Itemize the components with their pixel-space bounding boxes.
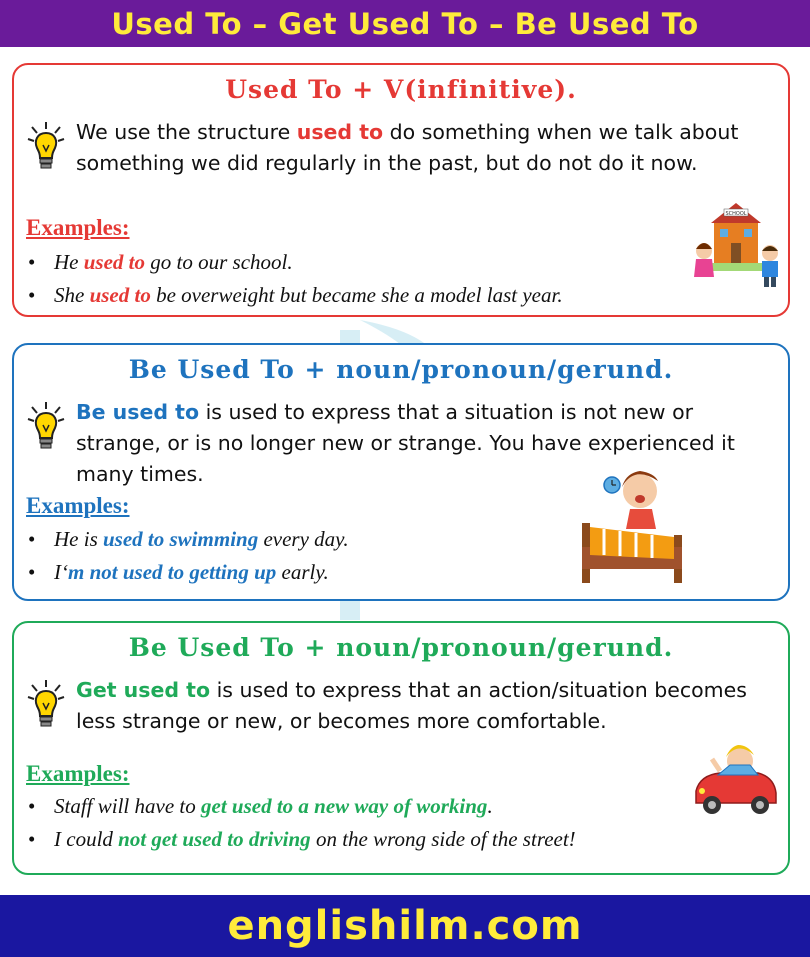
example-item: • He is used to swimming every day. (28, 527, 349, 551)
lightbulb-icon (24, 121, 68, 173)
section-title: Be Used To + noun/pronoun/gerund. (128, 633, 674, 662)
section-description: Be used to is used to express that a situation is not new or strange, or is no longer new or strange. You have experienced it many times. (76, 400, 735, 486)
example-item: • Staff will have to get used to a new way of working. (28, 794, 493, 818)
examples-label: Examples: (26, 493, 130, 518)
top-banner (0, 0, 810, 47)
footer-banner (0, 895, 810, 957)
boy-waking-in-bed-icon (574, 463, 689, 587)
svg-text:SCHOOL: SCHOOL (725, 211, 747, 217)
site-name: englishilm.com (227, 903, 583, 949)
section-title: Used To + V(infinitive). (225, 75, 577, 104)
key-phrase: Be used to (76, 400, 200, 424)
examples-label: Examples: (26, 761, 130, 786)
example-item: • I‘m not used to getting up early. (28, 560, 329, 584)
examples-label: Examples: (26, 215, 130, 240)
example-item: • She used to be overweight but became she a model last year. (28, 283, 563, 307)
key-phrase: Get used to (76, 678, 211, 702)
section-be-used-to (12, 343, 790, 601)
section-get-used-to (12, 621, 790, 875)
key-phrase: used to (296, 120, 384, 144)
school-children-icon (686, 193, 786, 289)
page-title: Used To – Get Used To – Be Used To (111, 6, 699, 41)
lightbulb-icon (24, 401, 68, 453)
example-item: • I could not get used to driving on the wrong side of the street! (28, 827, 576, 851)
section-title: Be Used To + noun/pronoun/gerund. (128, 355, 674, 384)
lightbulb-icon (24, 679, 68, 731)
example-item: • He used to go to our school. (28, 250, 293, 274)
section-description: We use the structure used to do something when we talk about something we did regularly in the past, but do not do it now. (76, 120, 739, 175)
section-description: Get used to is used to express that an action/situation becomes less strange or new, or becomes more comfortable. (76, 678, 747, 733)
section-used-to (12, 63, 790, 317)
boy-driving-car-icon (692, 741, 780, 819)
